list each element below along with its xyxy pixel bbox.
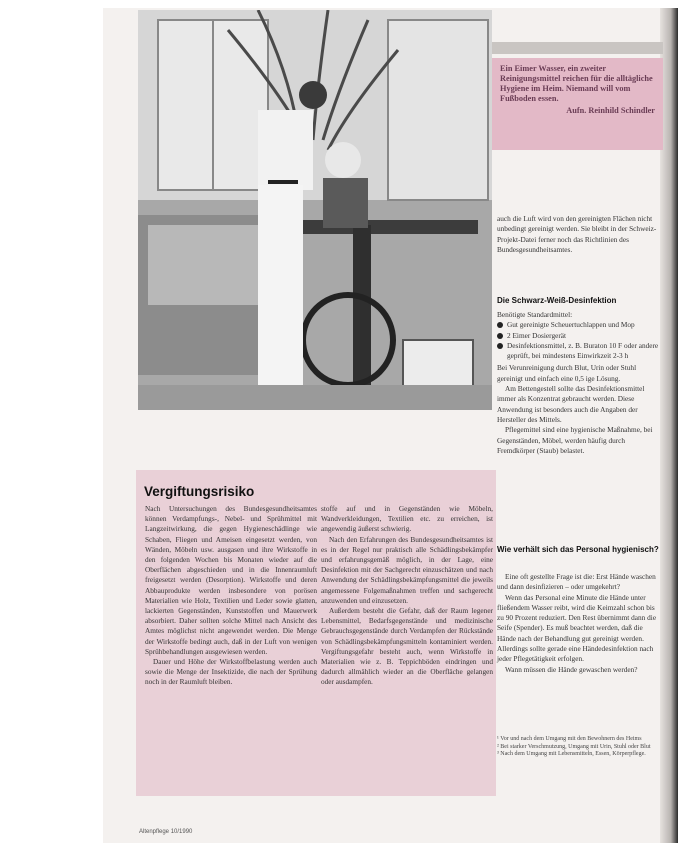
paragraph: Bei Verunreinigung durch Blut, Urin oder Stuhl gereinigt und einfach eine 0,5 ige Lösung.	[497, 363, 637, 383]
list-item-text: Gut gereinigte Scheuertuchlappen und Mop	[507, 320, 635, 330]
decorative-strip	[492, 42, 663, 54]
paragraph: Nach den Erfahrungen des Bundesgesundheitsamtes ist es in der Regel nur praktisch alle Schädlingsbekämpfer und erfahrungsgemäß möglich, in der Lage, eine Desinfektion mit der Sachgerecht einzuschätzen und nach Anwendung der Schädlingsbekämpfungsmittel die jeweils angemessene Folgemaßnahmen treffen und sachgerecht anzuwenden und einzusetzen.	[321, 534, 493, 605]
bullet-icon	[497, 322, 503, 328]
paragraph: stoffe auf und in Gegenständen wie Möbeln, Wandverkleidungen, Textilien etc. zu erreichen, ist angewendig äußerst schwierig.	[321, 504, 493, 534]
paragraph: Dauer und Höhe der Wirkstoffbelastung werden auch sowie die Menge der Insektizide, die nach der Sprühung noch in der Raumluft bleiben.	[145, 657, 317, 687]
list-intro: Benötigte Standardmittel:	[497, 310, 573, 319]
right-list-block	[497, 310, 662, 456]
photo-illustration	[138, 10, 492, 410]
paragraph: Eine oft gestellte Frage ist die: Erst Hände waschen und dann desinfizieren – oder umgekehrt?	[497, 572, 656, 592]
list-item	[497, 320, 662, 330]
paragraph: Nach Untersuchungen des Bundesgesundheitsamtes können Verdampfungs-, Nebel- und Sprühmittel mit Langzeitwirkung, die gegen Hygieneschädlinge wie Schaben, Fliegen und Ameisen eingesetzt werden, von Wänden, Möbeln usw. ausgasen und ihre Wirkstoffe in den folgenden Wochen bis Monaten wieder auf die Oberflächen abgeschieden und in die Innenraumluft freigesetzt werden (Desorption). Wirkstoffe und deren Abbauprodukte werden insbesondere von porösen Materialien wie Holz, Textilien und Leder sowie glatten, lackierten Gegenständen, Kunststoffen und Mauerwerk absorbiert. Daher sollten solche Mittel nach Ansicht des Amtes möglichst nicht angewendet werden. Die Menge der Wirkstoffe bedingt auch, daß in der Luft von wenigen Sprühbehandlungen ausgewiesen werden.	[145, 504, 317, 656]
list-item	[497, 331, 662, 341]
paragraph: Am Bettengestell sollte das Desinfektionsmittel immer als Konzentrat gebraucht werden. Diese Anwendung ist besonders auch die Angaben der Hersteller des Mittels.	[497, 384, 645, 424]
paragraph: Wann müssen die Hände gewaschen werden?	[505, 664, 638, 674]
paragraph: auch die Luft wird von den gereinigten Flächen nicht unbedingt gereinigt werden. Sie bleibt in der Schweiz-Projekt-Datei ferner noch das Richtlinien des Bundesgesundheitsamtes.	[497, 214, 657, 254]
article-column-1	[145, 504, 317, 688]
right-personal-block	[497, 572, 662, 675]
paragraph: Pflegemittel sind eine hygienische Maßnahme, bei Gegenständen, Möbel, werden häufig durch Fremdkörper (Staub) belastet.	[497, 425, 653, 455]
footnote: ¹ Vor und nach dem Umgang mit den Bewohnern des Heims	[497, 736, 642, 742]
footnote: ² Bei starker Verschmutzung, Umgang mit Urin, Stuhl oder Blut	[497, 743, 651, 750]
bullet-icon	[497, 333, 503, 339]
nursing-home-photo	[138, 10, 492, 410]
footnote: ³ Nach dem Umgang mit Lebensmitteln, Essen, Körperpflege.	[497, 751, 646, 758]
photo-caption-box	[492, 58, 663, 150]
article-column-2	[321, 504, 493, 688]
list-item-text: 2 Eimer Dosiergerät	[507, 330, 567, 340]
paragraph: Außerdem besteht die Gefahr, daß der Raum legener Lebensmittel, Bedarfsgegenstände und medizinische Gebrauchsgegenstände durch Verdampfen der Rückstände von Schädlingsbekämpfungsmitteln kontaminiert werden. Vergiftungsgefahr besteht auch, wenn Wirkstoffe in Materialien wie z. B. Teppichböden eindringen und dadurch allmählich wieder an die Oberfläche gelangen oder ausdampfen.	[321, 606, 493, 687]
paragraph: Wenn das Personal eine Minute die Hände unter fließendem Wasser reibt, wird die Keimzahl schon bis zu 90 Prozent reduziert. Den Rest übernimmt dann die Seife (Spender). Es muß beachtet werden, daß die Hände nach der Behandlung gut gereinigt werden. Allerdings sollte gerade eine Händedesinfektion nach jeder Pflegetätigkeit erfolgen.	[497, 592, 657, 664]
photo-credit: Aufn. Reinhild Schindler	[566, 106, 655, 115]
footnotes	[497, 736, 662, 759]
article-heading: Vergiftungsrisiko	[144, 484, 255, 499]
caption-text: Ein Eimer Wasser, ein zweiter Reinigungsmittel reichen für die alltägliche Hygiene im Heim. Niemand will vom Fußboden essen.	[500, 64, 653, 103]
section-heading-desinfektion: Die Schwarz-Weiß-Desinfektion	[497, 296, 617, 305]
page-footer: Altenpflege 10/1990	[139, 829, 193, 835]
list-item	[497, 341, 662, 362]
section-heading-personal: Wie verhält sich das Personal hygienisch?	[497, 545, 659, 554]
right-intro	[497, 214, 662, 255]
bullet-icon	[497, 343, 503, 349]
list-item-text: Desinfektionsmittel, z. B. Buraton 10 F oder andere geprüft, bei mindestens Einwirkzeit 2-3 h	[507, 340, 659, 361]
